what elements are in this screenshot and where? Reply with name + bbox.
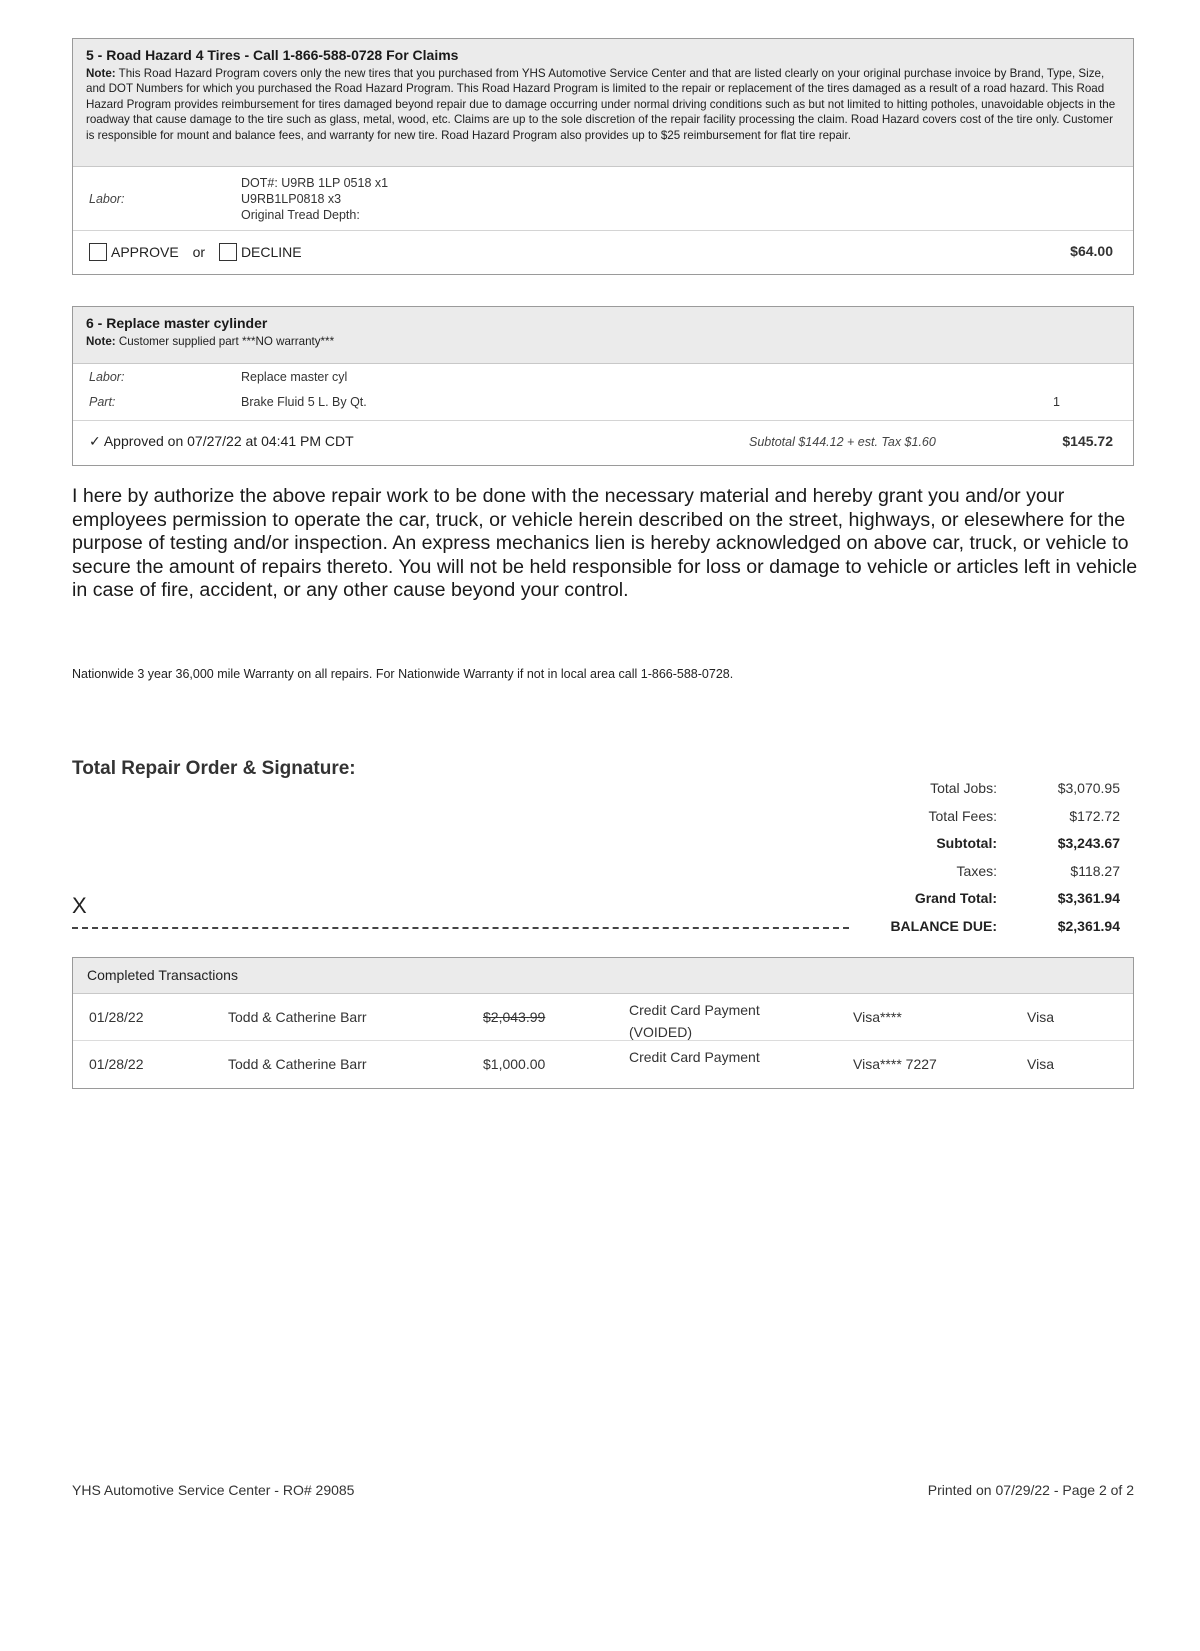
approve-label: APPROVE: [111, 244, 179, 260]
subtotal-row: Subtotal: $3,243.67: [936, 835, 1120, 851]
taxes-row: Taxes: $118.27: [956, 862, 1120, 879]
job-6-amount: $145.72: [1062, 433, 1113, 449]
dot-line-1: DOT#: U9RB 1LP 0518 x1: [241, 176, 389, 190]
total-jobs-row: Total Jobs: $3,070.95: [930, 780, 1120, 796]
part-description: Brake Fluid 5 L. By Qt.: [241, 395, 367, 409]
signature-mark: X: [72, 893, 87, 918]
transaction-name: Todd & Catherine Barr: [228, 1009, 367, 1025]
tread-depth-line: Original Tread Depth:: [241, 208, 360, 222]
approve-checkbox[interactable]: [89, 243, 107, 261]
totals-table: [860, 780, 1120, 945]
labor-description: [241, 175, 388, 223]
dot-line-2: U9RB1LP0818 x3: [241, 192, 342, 206]
footer-printed-page: Printed on 07/29/22 - Page 2 of 2: [927, 1482, 1134, 1498]
job-5-title: 5 - Road Hazard 4 Tires - Call 1-866-588-0728 For Claims: [86, 47, 459, 63]
part-quantity: 1: [1053, 395, 1060, 409]
part-label: Part:: [89, 395, 116, 409]
warranty-text: Nationwide 3 year 36,000 mile Warranty on all repairs. For Nationwide Warranty if not in local area call 1-866-588-0728.: [72, 667, 734, 681]
footer-shop-ro: YHS Automotive Service Center - RO# 29085: [72, 1482, 355, 1498]
transaction-row: [73, 994, 1133, 1041]
transaction-type: Credit Card Payment (VOIDED): [629, 1002, 760, 1040]
job-5-amount: $64.00: [1070, 243, 1113, 259]
transaction-date: 01/28/22: [89, 1056, 144, 1072]
total-heading: Total Repair Order & Signature:: [72, 758, 356, 779]
job-5-footer: [73, 231, 1133, 275]
completed-transactions: [72, 957, 1134, 1089]
transaction-amount: $1,000.00: [483, 1056, 546, 1072]
or-label: or: [192, 244, 206, 260]
job-5-note: Note: This Road Hazard Program covers only the new tires that you purchased from YHS Automotive Service Center and that are listed clearly on your original purchase invoice by Brand, Type, Size, and DOT Numbers for which you purchased the Road Hazard Program. This Road Hazard Program is limited to the repair or replacement of the tires damaged as a result of a road hazard. This Road Hazard Program provides reimbursement for tires damaged beyond repair due to damage occurring under normal driving conditions such as but not limited to hitting potholes, unavoidable objects in the roadway that cause damage to the tire such as glass, metal, wood, etc. Claims are up to the sole discretion of the repair facility processing the claim. Road Hazard covers cost of the tire only. Customer is responsible for mount and balance fees, and warranty for new tire. Road Hazard Program also provides up to $25 reimbursement for flat tire repair.: [86, 67, 1116, 142]
approved-status: ✓ Approved on 07/27/22 at 04:41 PM CDT: [89, 433, 354, 449]
signature-line[interactable]: [72, 927, 849, 929]
transaction-card: Visa****: [853, 1009, 902, 1025]
decline-label: DECLINE: [240, 244, 302, 260]
job-5-labor-row: [73, 167, 1133, 231]
decline-checkbox[interactable]: [219, 243, 237, 261]
transaction-amount: $2,043.99: [483, 1009, 546, 1025]
job-6-labor-row: [73, 364, 1133, 389]
job-6-header: [73, 307, 1133, 364]
labor-description: Replace master cyl: [241, 370, 348, 384]
transaction-brand: Visa: [1027, 1009, 1054, 1025]
transaction-name: Todd & Catherine Barr: [228, 1056, 367, 1072]
total-fees-row: Total Fees: $172.72: [928, 807, 1120, 824]
labor-label: Labor:: [89, 370, 125, 384]
transaction-row: [73, 1041, 1133, 1088]
labor-label: Labor:: [89, 192, 125, 206]
transaction-brand: Visa: [1027, 1056, 1054, 1072]
transactions-heading: Completed Transactions: [73, 958, 1133, 994]
transaction-date: 01/28/22: [89, 1009, 144, 1025]
authorization-text: I here by authorize the above repair work to be done with the necessary material and hereby grant you and/or your employees permission to operate the car, truck, or vehicle herein described on the street, highways, or elesewhere for the purpose of testing and/or inspection. An express mechanics lien is hereby acknowledged on above car, truck, or vehicle to secure the amount of repairs thereto. You will not be held responsible for loss or damage to vehicle or articles left in vehicle in case of fire, accident, or any other cause beyond your control.: [72, 485, 1138, 602]
job-6-note: Note: Customer supplied part ***NO warranty***: [86, 335, 335, 348]
job-5-header: [73, 39, 1133, 167]
job-6-part-row: [73, 389, 1133, 421]
transaction-type: Credit Card Payment: [629, 1049, 760, 1065]
job-6-subtotal: Subtotal $144.12 + est. Tax $1.60: [749, 435, 936, 449]
job-6-master-cylinder: [72, 306, 1134, 466]
grand-total-row: Grand Total: $3,361.94: [914, 890, 1120, 906]
balance-due-row: BALANCE DUE: $2,361.94: [890, 917, 1120, 934]
job-6-title: 6 - Replace master cylinder: [86, 315, 268, 331]
job-6-footer: [73, 421, 1133, 465]
job-5-road-hazard: [72, 38, 1134, 275]
transaction-card: Visa**** 7227: [853, 1056, 937, 1072]
